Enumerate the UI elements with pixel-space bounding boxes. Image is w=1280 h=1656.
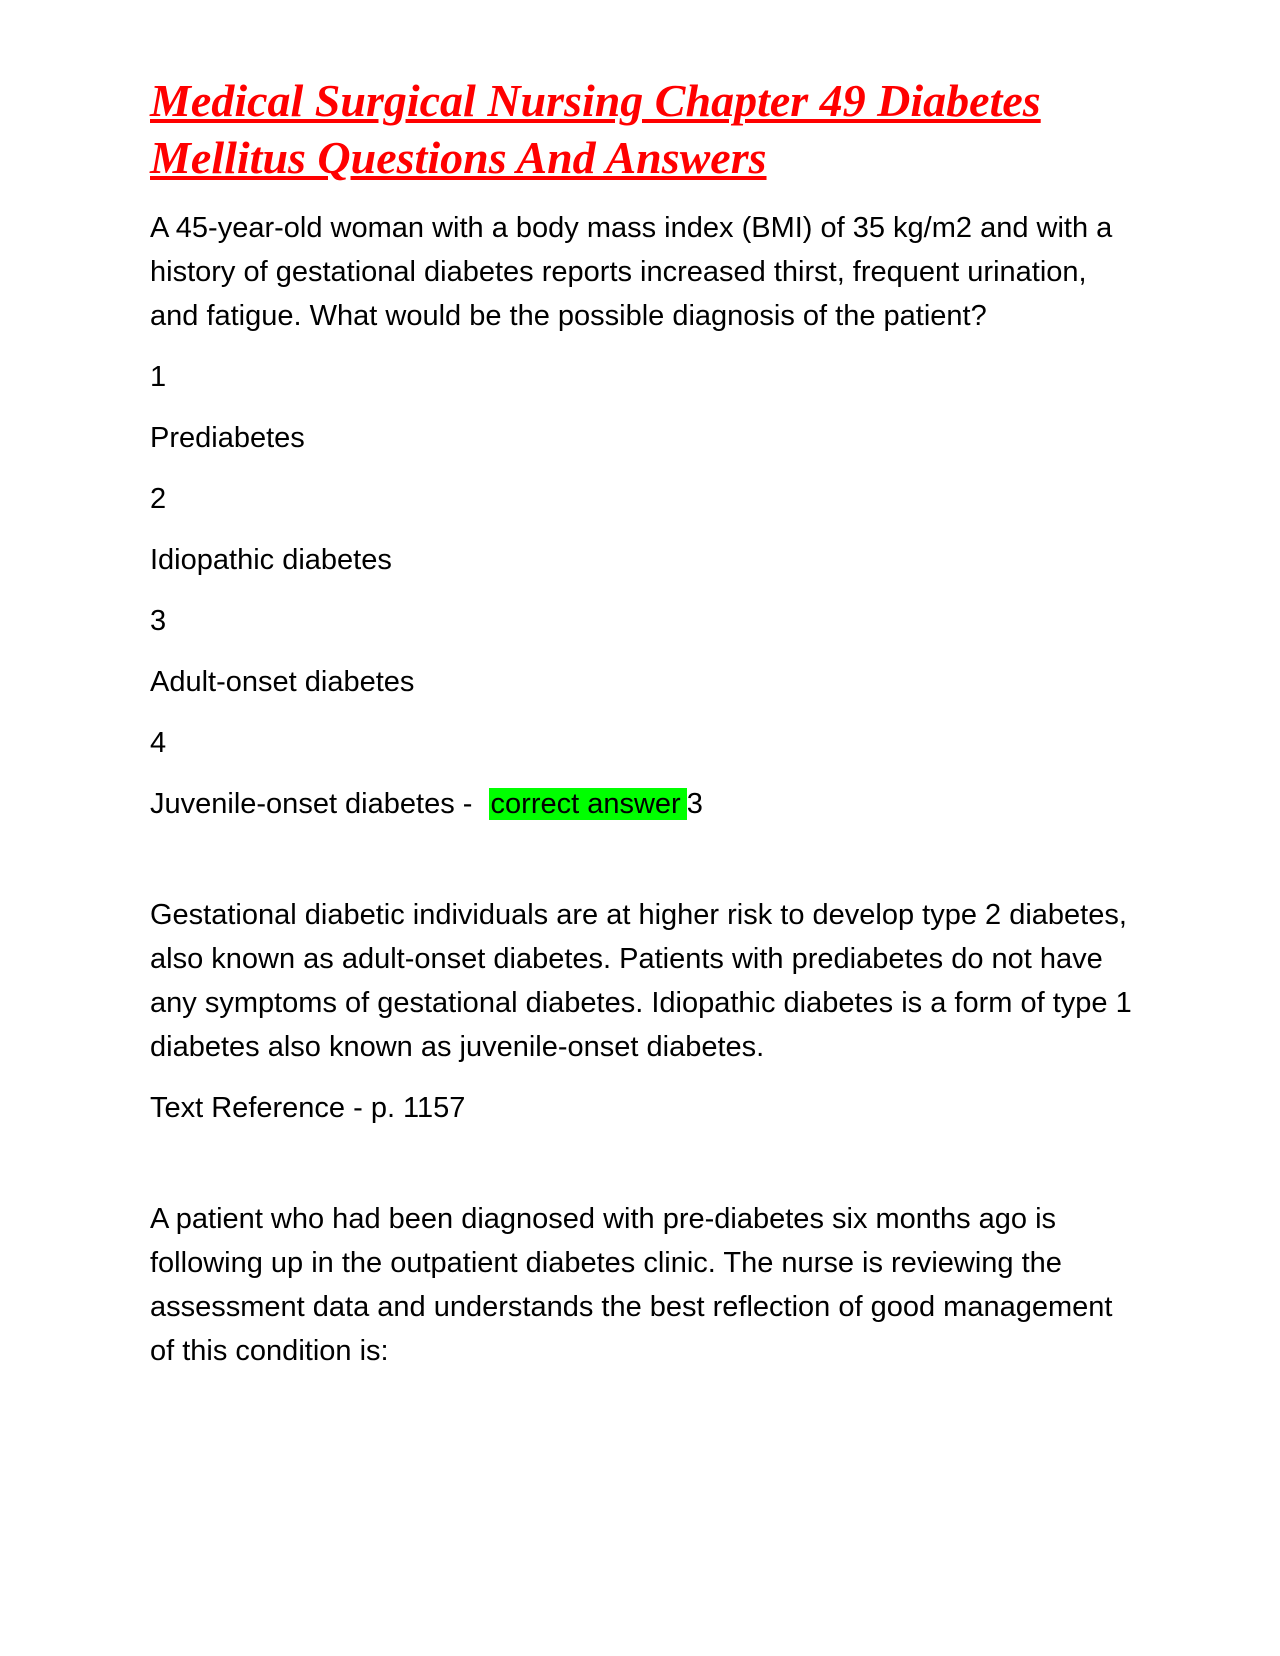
option-3-number: 3 [150, 605, 167, 637]
question-1-stem: A 45-year-old woman with a body mass index (BMI) of 35 kg/m2 and with a history of gestational diabetes reports increased thirst, frequent urination, and fatigue. What would be the possible diagnosis of the patient? [150, 212, 1113, 332]
document-title: Medical Surgical Nursing Chapter 49 Diabetes Mellitus Questions And Answers [150, 75, 1041, 183]
option-4-number: 4 [150, 727, 167, 759]
option-4-text: Juvenile-onset diabetes - [150, 788, 473, 820]
option-1-text: Prediabetes [150, 422, 305, 454]
question-1-rationale: Gestational diabetic individuals are at higher risk to develop type 2 diabetes, also known as adult-onset diabetes. Patients with prediabetes do not have any symptoms of gestational diabetes. Idiopathic diabetes is a form of type 1 diabetes also known as juvenile-onset diabetes. [150, 899, 1132, 1063]
question-1-reference: Text Reference - p. 1157 [150, 1092, 466, 1124]
question-2-stem: A patient who had been diagnosed with pre-diabetes six months ago is following up in the outpatient diabetes clinic. The nurse is reviewing the assessment data and understands the best reflection of good management of this condition is: [150, 1203, 1113, 1367]
correct-answer-highlight: correct answer [489, 788, 687, 820]
correct-answer-value: 3 [686, 788, 703, 820]
document-page [150, 72, 1140, 1373]
option-3-text: Adult-onset diabetes [150, 666, 415, 698]
option-2-text: Idiopathic diabetes [150, 544, 392, 576]
option-2-number: 2 [150, 483, 167, 515]
option-1-number: 1 [150, 361, 167, 393]
option-4-line [150, 782, 1140, 826]
